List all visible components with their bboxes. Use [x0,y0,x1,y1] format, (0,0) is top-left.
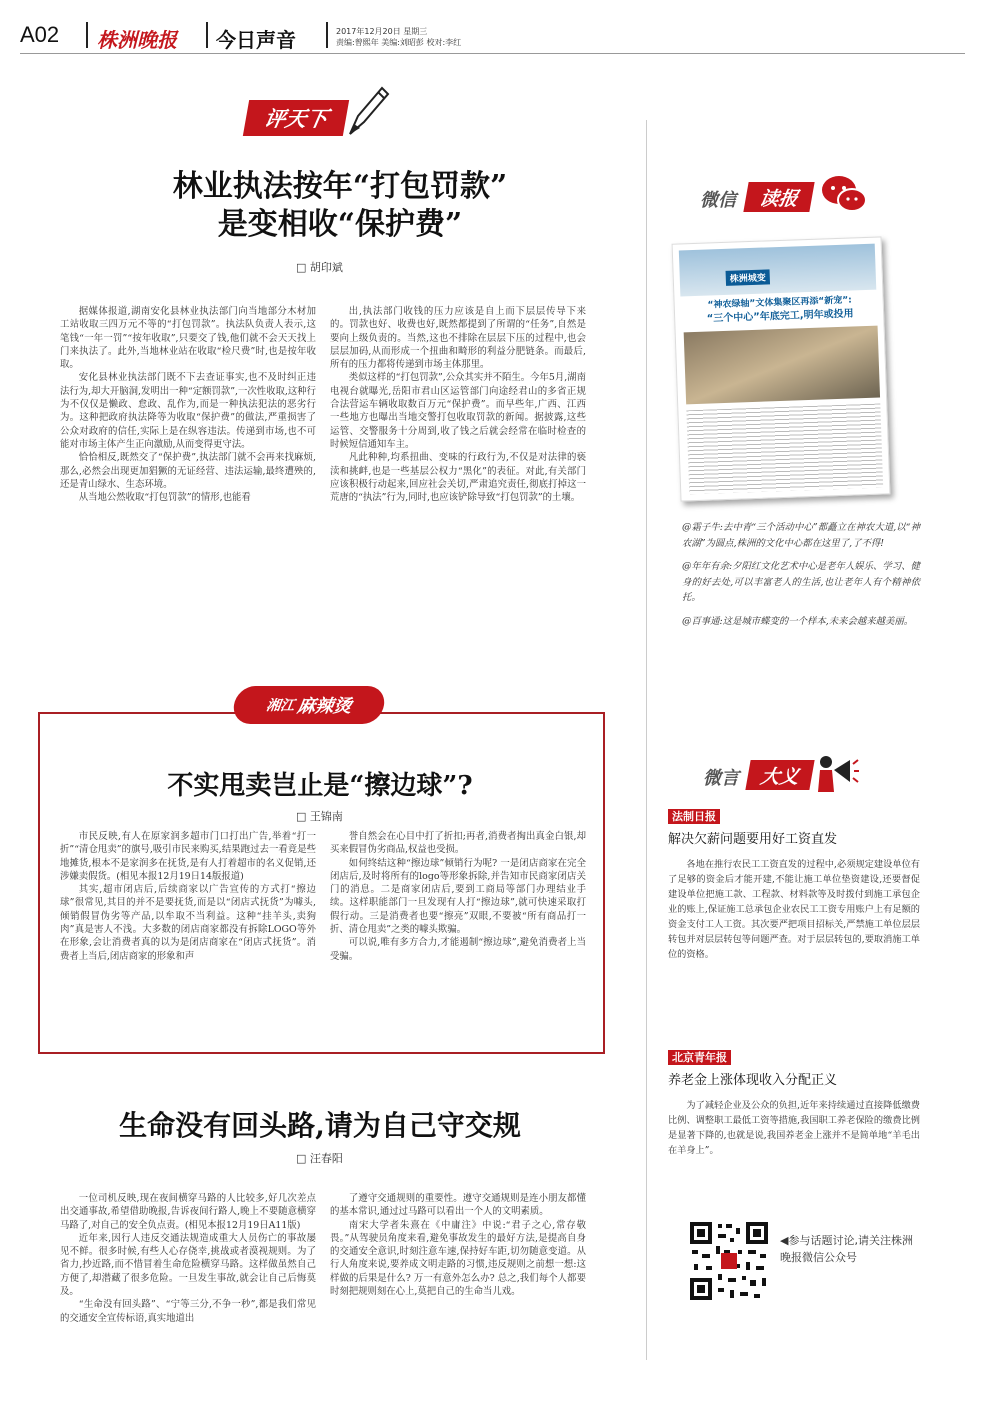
paragraph: 据媒体报道,湖南安化县林业执法部门向当地部分木材加工站收取三四万元不等的“打包罚款”。执法队负责人表示,这笔钱“一年一罚”“按年收取”,只要交了钱,他们就不会天天找上门来执法了。此外,当地林业站在收取“检尺费”时,也是按年收取。 [60,306,316,371]
clipping-text-lines [686,404,883,495]
section-title: 今日声音 [216,28,296,52]
paragraph: 凡此种种,均系扭曲、变味的行政行为,不仅是对法律的亵渎和挑衅,也是一些基层公权力“黑化”的表征。对此,有关部门应该积极行动起来,回应社会关切,严肃追究责任,彻底打掉这一荒唐的“执法”行为,同时,也应该铲除导致“打包罚款”的土壤。 [330,452,586,504]
paragraph: 了遵守交通规则的重要性。遵守交通规则是连小朋友都懂的基本常识,通过过马路可以看出一个人的文明素质。 [330,1193,586,1218]
newspaper-clipping [672,236,891,501]
paragraph: 市民反映,有人在原家润多超市门口打出广告,举着“打一折”“清仓甩卖”的旗号,吸引市民来购买,结果跑过去一看竟是些地摊货,根本不是家润多在抚货,是有人打着超市的名义促销,还涉嫌卖假货。(相见本报12月19日14版报道) [60,831,316,882]
header-rule [20,53,965,54]
article-headline: 生命没有回头路,请为自己守交规 [119,1109,521,1142]
column-rule [646,120,647,1360]
paragraph: 其实,超市闭店后,后续商家以广告宣传的方式打“擦边球”很常见,其目的并不是要抚货,而是以“闭店式抚货”为噱头,倾销假冒伪劣等产品,以牟取不当利益。这种“挂羊头,卖狗肉”真是害人不浅。大多数的闭店商家都没有拆除LOGO等外在形象,会让消费者真的以为是闭店商家在“闭店式抚货”。消费者上当后,闭店商家的形象和声 [60,884,316,962]
paragraph: “生命没有回头路”、“宁等三分,不争一秒”,都是我们常见的交通安全宣传标语,真实地道出 [60,1299,316,1324]
clipping-headline-line: “神农绿轴”文体集聚区再添“新宠”: [707,295,852,311]
paragraph: 从当地公然收取“打包罚款”的情形,也能看 [78,492,251,504]
paragraph: 一位司机反映,现在夜间横穿马路的人比较多,好几次差点出交通事故,希望借助晚报,告诉夜间行路人,晚上不要随意横穿马路了,对自己的安全负点责。(相见本报12月19日A11版) [60,1193,316,1231]
section-badge-xiangjiang [231,686,386,724]
article-column-right [330,830,586,963]
issue-meta [336,26,461,48]
paragraph: 类似这样的“打包罚款”,公众其实并不陌生。今年5月,湖南电视台就曝光,岳阳市君山区运管部门向途经君山的多省正规合法营运车辆收取数百万元“保护费”。而早些年,广西、江西一些地方也曝出当地交警打包收取罚款的新闻。据披露,这些运管、交警服务十分周到,收了钱之后就会经常在临时检查的时候短信通知车主。 [330,372,586,450]
pencil-icon [340,82,390,140]
qr-caption: ◀参与话题讨论,请关注株洲晚报微信公众号 [780,1234,913,1264]
paper-logo: 株洲晚报 [97,28,177,52]
paragraph: 誉自然会在心目中打了折扣;再者,消费者掏出真金白银,却买来假冒伪劣商品,权益也受损。 [330,831,586,856]
page-number: A02 [20,22,60,47]
clipping-headline [683,294,878,327]
article-headline [40,168,640,244]
wechat-icon [820,172,868,216]
paragraph: 近年来,因行人违反交通法规造成重大人员伤亡的事故屡见不鲜。很多时候,有些人心存侥幸,挑战或者漠视规则。为了省力,抄近路,而不惜冒着生命危险横穿马路。这样做虽然自己方便了,却潜藏了很多危险。一旦发生事故,就会让自己后悔莫及。 [60,1232,316,1298]
quote-source: 法制日报 [668,809,720,824]
quote-item [668,1046,920,1158]
weiyan-label-prefix: 微言 [703,768,739,789]
weiyan-label-main: 大义 [745,760,814,790]
header-divider [206,22,208,48]
clipping-banner-label: 株洲城变 [726,269,771,286]
qr-code[interactable] [688,1220,770,1302]
megaphone-person-icon [814,752,860,796]
reader-comment: @霜子牛:去中青“三个活动中心”都矗立在神农大道,以“神农湖”为圆点,株洲的文化中心都在这里了,了不得! [682,522,920,549]
header-divider [326,22,328,48]
wechat-label-prefix: 微信 [700,190,736,211]
paragraph: 恰恰相反,既然交了“保护费”,执法部门就不会再来找麻烦,那么,必然会出现更加猖獗的无证经营、违法运输,最终遭殃的,还是青山绿水、生态环境。 [60,452,316,490]
reader-comments [682,520,920,629]
quote-item [668,805,920,962]
article-byline: □ 王锦南 [296,810,343,823]
badge-main: 麻辣烫 [295,696,353,717]
paragraph: 出,执法部门收钱的压力应该是自上而下层层传导下来的。罚款也好、收费也好,既然都提到了所谓的“任务”,自然是要向上级负责的。当然,这也不排除在层层下压的过程中,也会层层加码,从而形成一个扭曲和畸形的利益分肥链条。而最后,所有的压力都将传递到市场主体那里。 [330,306,586,371]
paragraph: 南宋大学者朱熹在《中庸注》中说:“君子之心,常存敬畏。”从驾驶员角度来看,避免事故发生的最好方法,是提高自身的交通安全意识,时刻注意车速,保持好车距,切勿随意变道。从行人角度来说,要养成文明走路的习惯,违反规则之前想一想:这样做的后果是什么? 万一有意外怎么办? 总之,我们每个人都要时刻把规则刻在心上,莫把自己的生命当儿戏。 [330,1219,586,1298]
quote-text: 为了减轻企业及公众的负担,近年来持续通过直接降低缴费比例、调整职工最低工资等措施,我国职工养老保险的缴费比例是显著下降的,也就是说,我国养老金上涨并不是简单地“羊毛出在羊身上”。 [668,1100,920,1156]
quote-source: 北京青年报 [668,1050,731,1065]
article-byline: □ 胡印斌 [296,261,343,274]
clipping-banner-image [679,244,876,297]
quote-title: 养老金上涨体现收入分配正义 [668,1073,838,1088]
reader-comment: @百事通:这是城市蝶变的一个样本,未来会越来越美丽。 [682,615,914,627]
wechat-label-main: 读报 [743,182,814,212]
section-badge-pingtianxia: 评天下 [243,100,349,136]
article-column-right [330,305,586,504]
paragraph: 安化县林业执法部门既不下去查证事实,也不及时纠正违法行为,却大开脑洞,发明出一种“定额罚款”,一次性收取,这种行为不仅仅是懒政、怠政、乱作为,而是一种执法犯法的恶劣行为。这种把政府执法降等为收取“保护费”的做法,严重损害了公众对政府的信任,实际上是在纵容违法。传递到市场,也不可能对市场主体产生正向激励,从而变得更守法。 [60,372,316,450]
paragraph: 可以说,唯有多方合力,才能遏制“擦边球”,避免消费者上当受骗。 [330,937,586,962]
quote-title: 解决欠薪问题要用好工资直发 [668,832,838,847]
issue-date: 2017年12月20日 星期三 [336,27,428,36]
clipping-headline-line: “三个中心”年底完工,明年或投用 [706,308,854,325]
article-headline: 不实甩卖岂止是“擦边球”? [167,771,473,801]
article-column-left [60,305,316,504]
editor-credits: 责编:曾熙年 美编:刘昭彭 校对:李红 [336,38,462,47]
header-divider [86,22,88,48]
headline-line: 是变相收“保护费” [217,207,463,242]
badge-prefix: 湘江 [265,698,296,714]
headline-line: 林业执法按年“打包罚款” [172,169,508,204]
paragraph: 如何终结这种“擦边球”倾销行为呢? 一是闭店商家在完全闭店后,及时将所有的logo等形象拆除,并告知市民商家闭店关门的消息。二是商家闭店后,要到工商局等部门办理结业手续。这样职能部门一旦发现有人打“擦边球”,就可快速采取打假行动。三是消费者也要“擦亮”双眼,不要被“所有商品打一折、清仓甩卖”之类的噱头欺骗。 [330,857,586,936]
article-column-left [60,830,316,963]
reader-comment: @年年有余:夕阳红文化艺术中心是老年人娱乐、学习、健身的好去处,可以丰富老人的生活,也让老年人有个精神依托。 [682,561,920,603]
article-column-left [60,1192,316,1325]
article-column-right [330,1192,586,1298]
quote-text: 各地在推行农民工工资直发的过程中,必须规定建设单位有了足够的资金后才能开建,不能让施工单位垫资建设,还要督促建设单位把施工款、工程款、材料款等及时拨付到施工承包企业的账上,保证施工总承包企业农民工工资专用账户上有足额的资金支付工人工资。其次要严把项目招标关,严禁施工单位层层转包并对层层转包等问题严查。对于层层转包的,要取消施工单位的资格。 [668,859,920,960]
construction-photo [684,326,880,405]
article-byline: □ 汪春阳 [296,1152,343,1165]
